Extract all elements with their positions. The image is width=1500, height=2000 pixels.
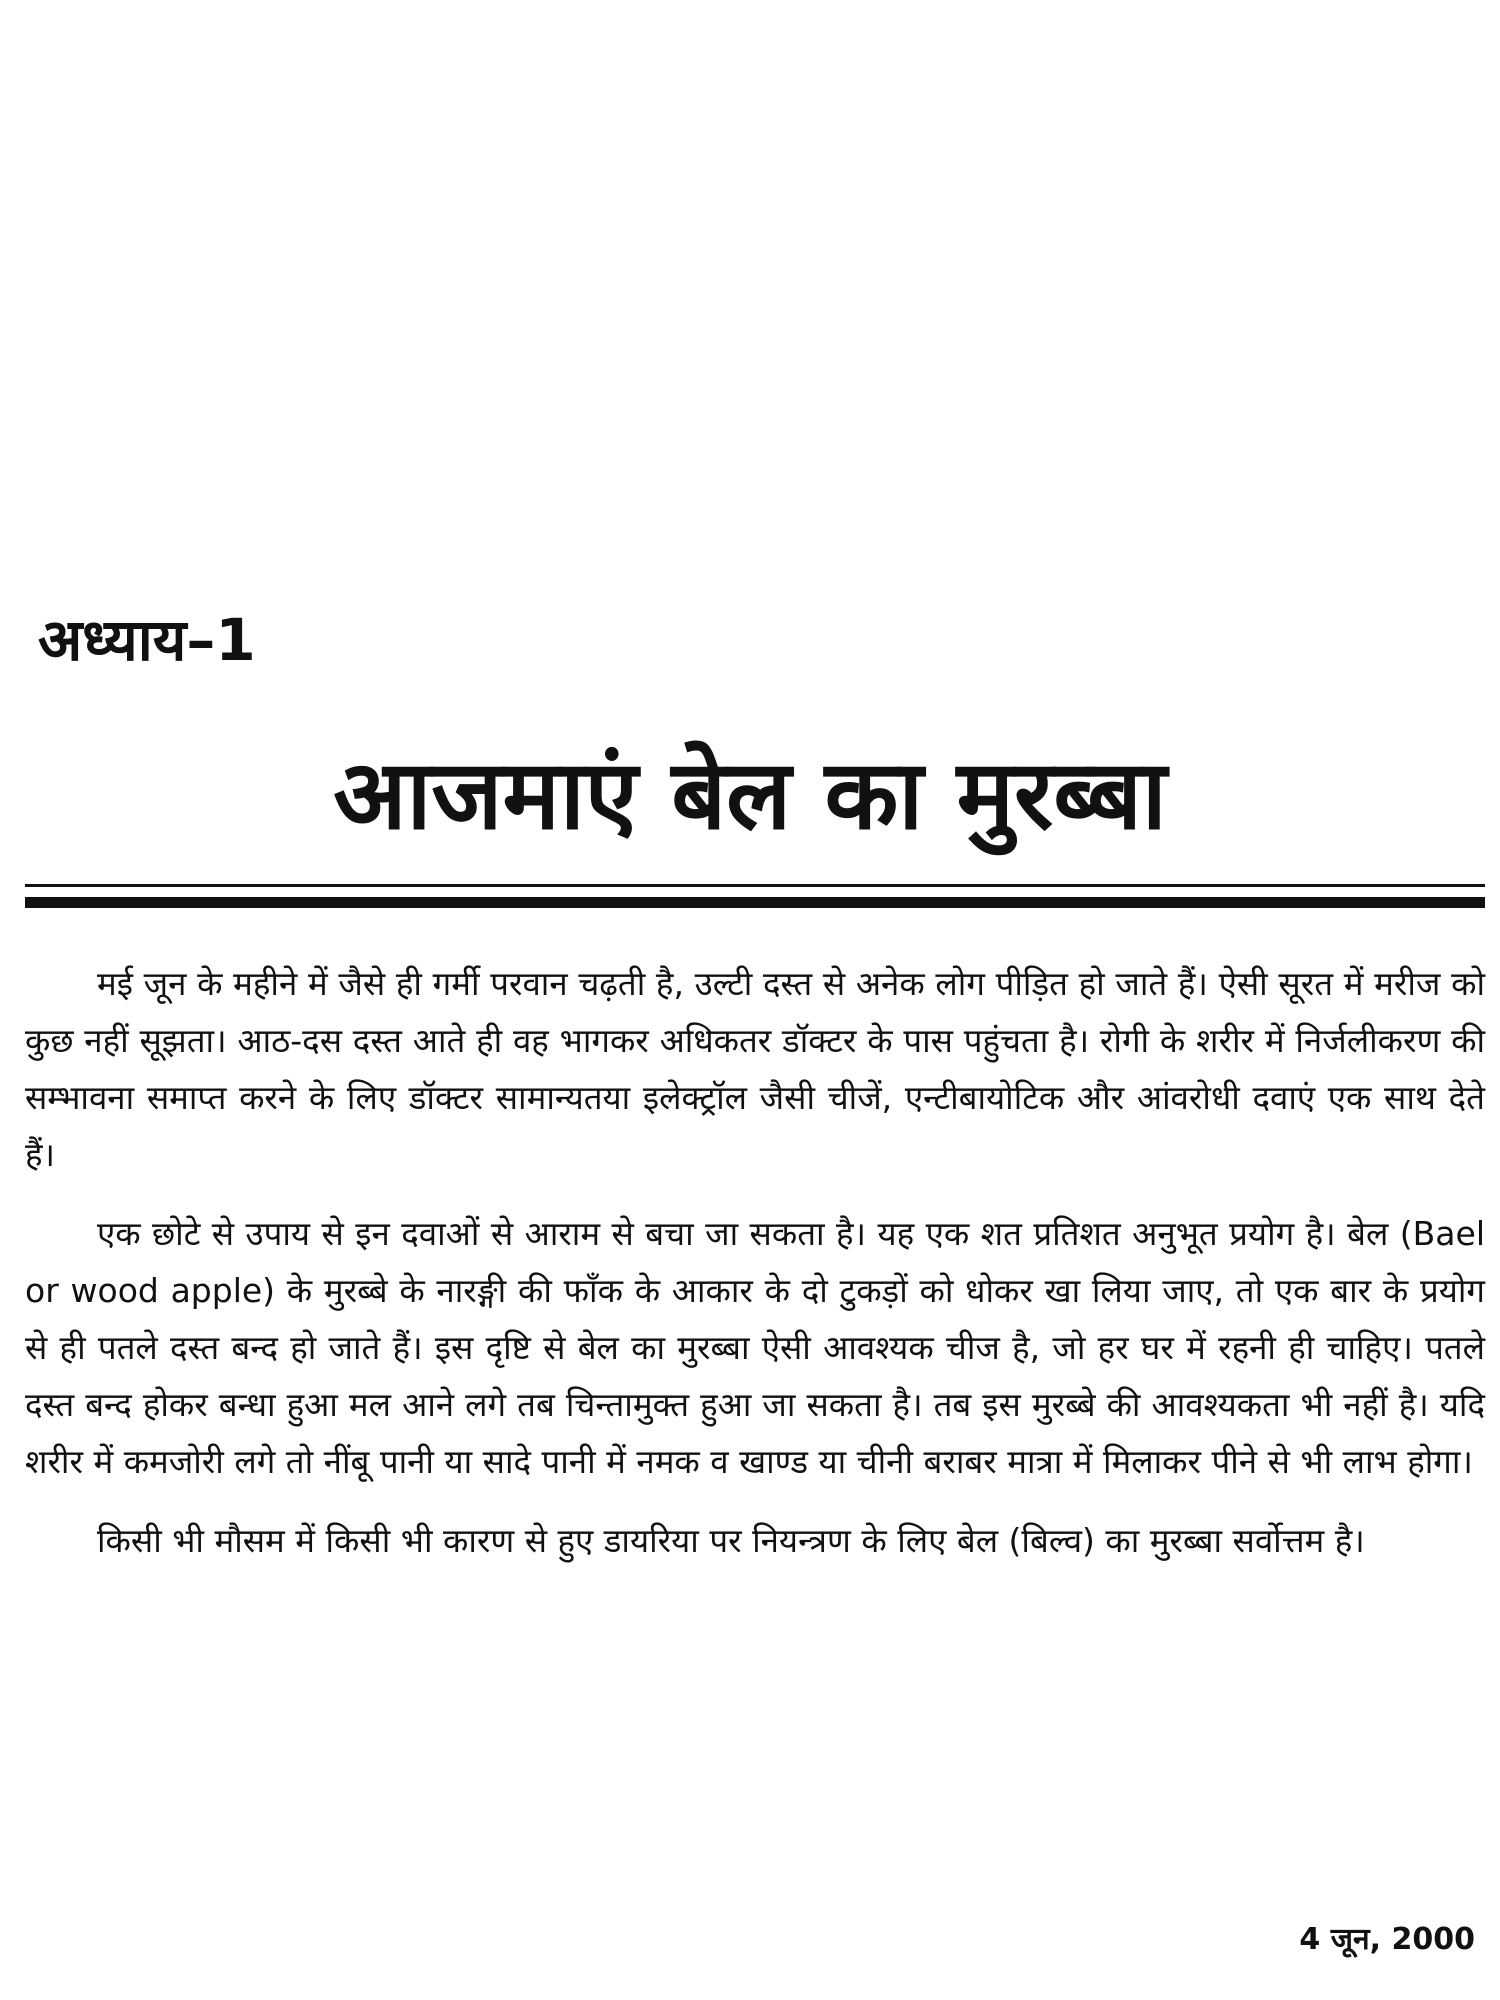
chapter-title: आजमाएं बेल का मुरब्बा: [333, 739, 1167, 851]
paragraph: किसी भी मौसम में किसी भी कारण से हुए डायरिया पर नियन्त्रण के लिए बेल (बिल्व) का मुरब्बा सर्वोत्तम है।: [97, 1521, 1365, 1560]
chapter-number: अध्याय–1: [38, 606, 256, 674]
paragraph: मई जून के महीने में जैसे ही गर्मी परवान चढ़ती है, उल्टी दस्त से अनेक लोग पीड़ित हो जाते हैं। ऐसी सूरत में मरीज को कुछ नहीं सूझता। आठ-दस दस्त आते ही वह भागकर अधिकतर डॉक्टर के पास पहुंचता है। रोगी के शरीर में निर्जलीकरण की सम्भावना समाप्त करने के लिए डॉक्टर सामान्यतया इलेक्ट्रॉल जैसी चीजें, एन्टीबायोटिक और आंवरोधी दवाएं एक साथ देते हैं।: [25, 964, 1485, 1174]
publication-date: 4 जून, 2000: [1299, 1922, 1475, 1957]
article-body: [25, 955, 1485, 1569]
title-divider-thick: [25, 897, 1485, 908]
paragraph: एक छोटे से उपाय से इन दवाओं से आराम से बचा जा सकता है। यह एक शत प्रतिशत अनुभूत प्रयोग है। बेल (Bael or wood apple) के मुरब्बे के नारङ्गी की फाँक के आकार के दो टुकड़ों को धोकर खा लिया जाए, तो एक बार के प्रयोग से ही पतले दस्त बन्द हो जाते हैं। इस दृष्टि से बेल का मुरब्बा ऐसी आवश्यक चीज है, जो हर घर में रहनी ही चाहिए। पतले दस्त बन्द होकर बन्धा हुआ मल आने लगे तब चिन्तामुक्त हुआ जा सकता है। तब इस मुरब्बे की आवश्यकता भी नहीं है। यदि शरीर में कमजोरी लगे तो नींबू पानी या सादे पानी में नमक व खाण्ड या चीनी बराबर मात्रा में मिलाकर पीने से भी लाभ होगा।: [25, 1214, 1485, 1481]
title-divider-thin: [25, 884, 1485, 887]
